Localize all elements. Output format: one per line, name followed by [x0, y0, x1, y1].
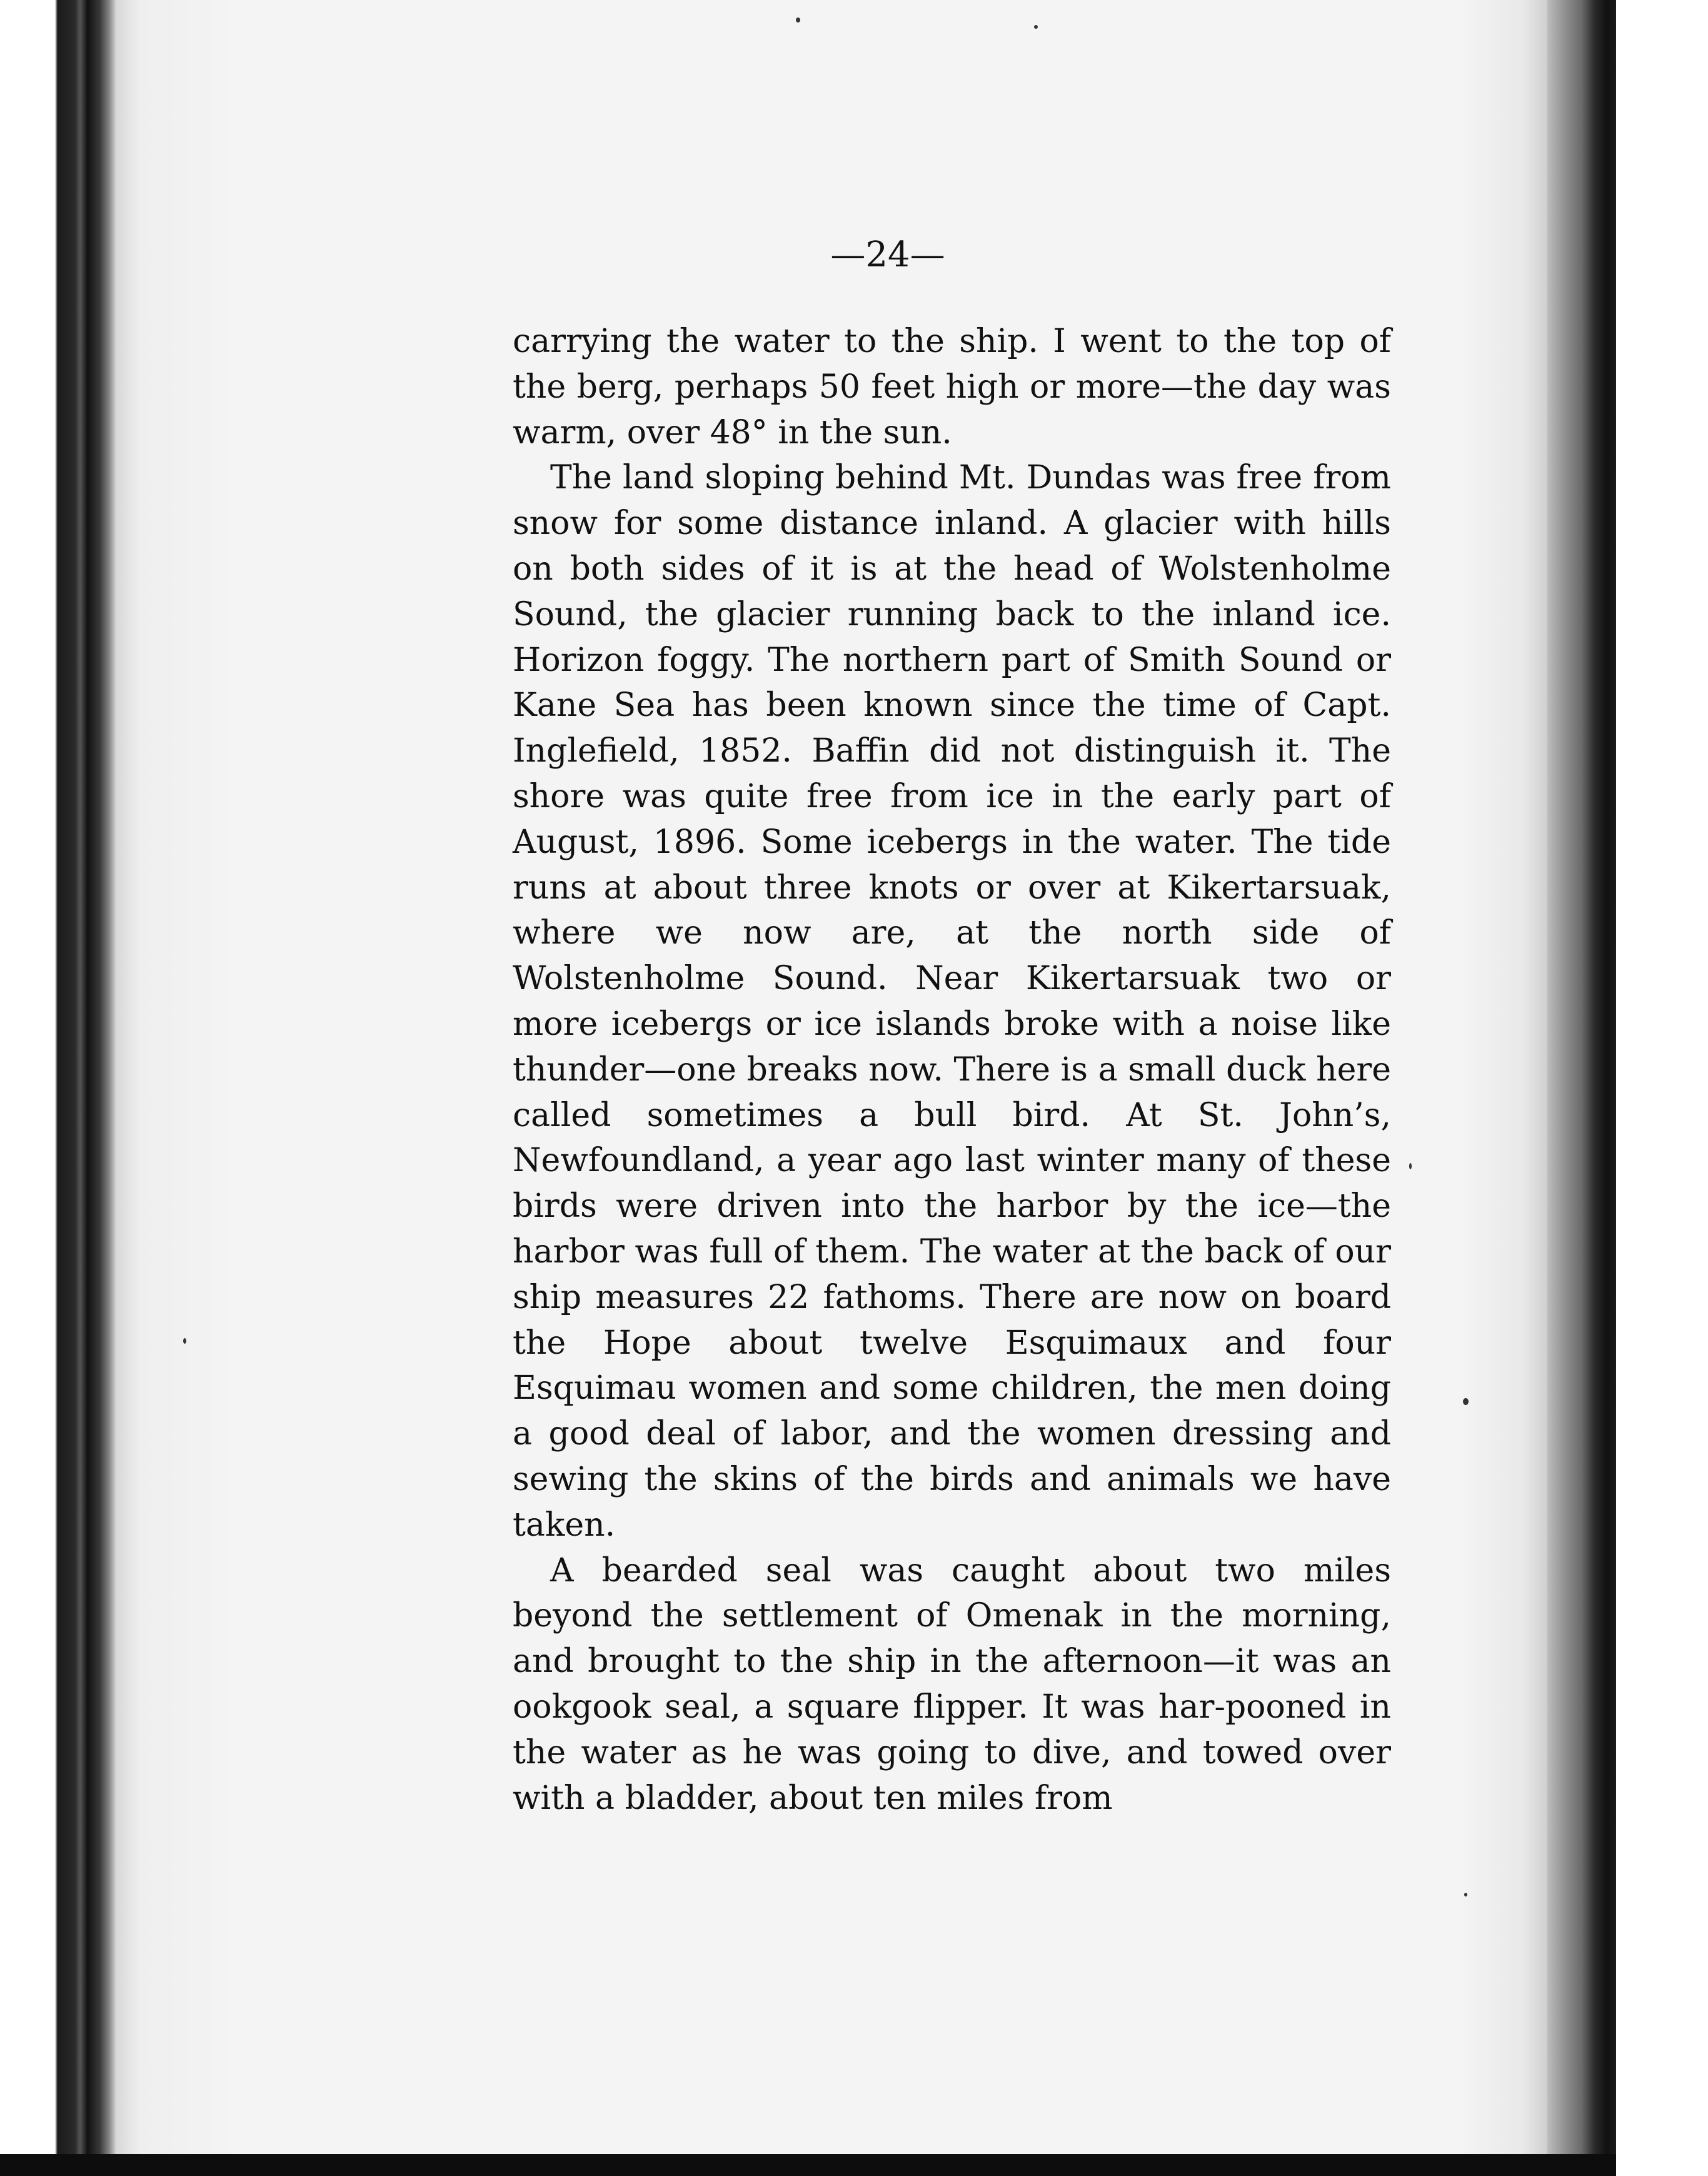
book-bottom-edge — [0, 2154, 1616, 2176]
scan-speck — [1463, 1398, 1469, 1405]
scan-speck — [183, 1338, 186, 1344]
paragraph-1: carrying the water to the ship. I went to the top of the berg, perhaps 50 feet high or more—the day was warm, over 48° in the sun. — [513, 323, 1391, 451]
scan-speck — [1034, 25, 1038, 29]
body-text — [513, 319, 1391, 1821]
book-spine-edge — [0, 0, 116, 2176]
scan-speck — [796, 18, 800, 23]
scan-speck — [1409, 1163, 1412, 1169]
book-right-edge — [1547, 0, 1616, 2176]
scan-speck — [1464, 1893, 1467, 1896]
page-number: —24— — [830, 234, 945, 275]
paragraph-3: A bearded seal was caught about two miles beyond the settlement of Omenak in the morning, and brought to the ship in the afternoon—it was an ookgook seal, a square flipper. It was har-pooned in the water as he was going to dive, and towed over with a bladder, about ten miles from — [513, 1551, 1391, 1817]
paragraph-2: The land sloping behind Mt. Dundas was free from snow for some distance inland. A glacier with hills on both sides of it is at the head of Wolstenholme Sound, the glacier running back to the inland ice. Horizon foggy. The northern part of Smith Sound or Kane Sea has been known since the time of Capt. Inglefield, 1852. Baffin did not distinguish it. The shore was quite free from ice in the early part of August, 1896. Some icebergs in the water. The tide runs at about three knots or over at Kikertarsuak, where we now are, at the north side of Wolstenholme Sound. Near Kikertarsuak two or more icebergs or ice islands broke with a noise like thunder—one breaks now. There is a small duck here called sometimes a bull bird. At St. John’s, Newfoundland, a year ago last winter many of these birds were driven into the harbor by the ice—the harbor was full of them. The water at the back of our ship measures 22 fathoms. There are now on board the Hope about twelve Esquimaux and four Esquimau women and some children, the men doing a good deal of labor, and the women dressing and sewing the skins of the birds and animals we have taken. — [513, 459, 1391, 1544]
scan-right-margin — [1616, 0, 1708, 2176]
